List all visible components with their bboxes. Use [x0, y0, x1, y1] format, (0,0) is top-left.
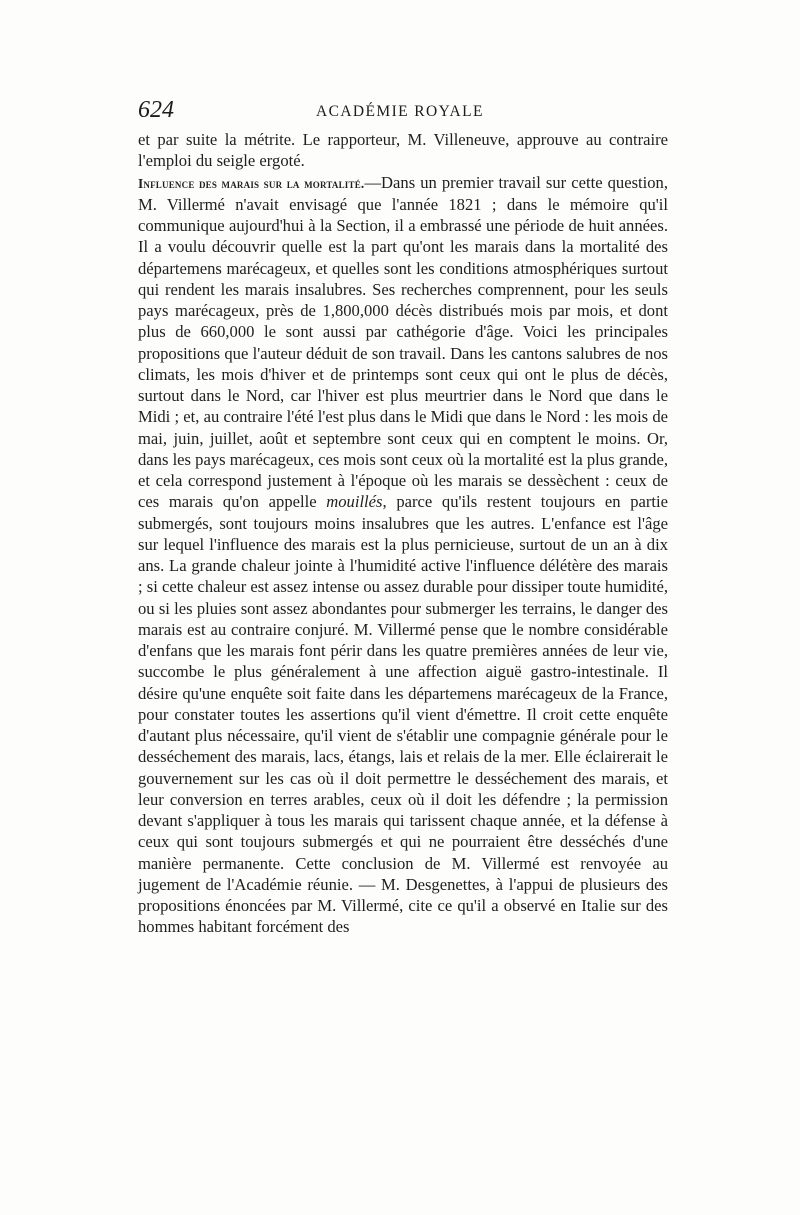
section-heading: Influence des marais sur la mortalité.: [138, 175, 365, 191]
paragraph-2-italic-term: mouillés: [326, 492, 383, 512]
paragraph-1: [138, 129, 668, 172]
paragraph-1-text: et par suite la métrite. Le rapporteur, M. Villeneuve, approuve au contraire l'emploi du seigle ergoté.: [138, 130, 668, 171]
paragraph-2: [138, 172, 668, 938]
page-number: 624: [138, 97, 174, 123]
paragraph-2-text-part-2: , parce qu'ils restent toujours en partie submergés, sont toujours moins insalubres que les autres. L'enfance est l'âge sur lequel l'influence des marais est la plus pernicieuse, surtout de un an à dix ans. La grande chaleur jointe à l'humidité active l'influence délétère des marais ; si cette chaleur est assez intense ou assez durable pour dissiper toute humidité, ou si les pluies sont assez abondantes pour submerger les terrains, le danger des marais est au contraire conjuré. M. Villermé pense que le nombre considérable d'enfans que les marais font périr dans les quatre premières années de leur vie, succombe le plus généralement à une affection aiguë gastro-intestinale. Il désire qu'une enquête soit faite dans les départemens marécageux de la France, pour constater toutes les assertions qu'il vient d'émettre. Il croit cette enquête d'autant plus nécessaire, qu'il vient de s'établir une compagnie générale pour le desséchement des marais, lacs, étangs, lais et relais de la mer. Elle éclairerait le gouvernement sur les cas où il doit permettre le desséchement des marais, et leur conversion en terres arables, ceux où il doit les défendre ; la permission devant s'appliquer à tous les marais qui tarissent chaque année, et la défense à ceux qui sont toujours submergés et qui ne pourraient être desséchés d'une manière permanente. Cette conclusion de M. Villermé est renvoyée au jugement de l'Académie réunie. — M. Desgenettes, à l'appui de plusieurs des propositions énoncées par M. Villermé, cite ce qu'il a observé en Italie sur des hommes habitant forcément des: [138, 492, 668, 937]
body-text: [138, 129, 668, 938]
paragraph-2-text-part-1: —Dans un premier travail sur cette question, M. Villermé n'avait envisagé que l'année 1821 ; dans le mémoire qu'il communique aujourd'hui à la Section, il a embrassé une période de huit années. Il a voulu découvrir quelle est la part qu'ont les marais dans la mortalité des départemens marécageux, et quelles sont les conditions atmosphériques surtout qui rendent les marais insalubres. Ses recherches comprennent, pour les seuls pays marécageux, près de 1,800,000 décès distribués mois par mois, et dont plus de 660,000 le sont aussi par cathégorie d'âge. Voici les principales propositions que l'auteur déduit de son travail. Dans les cantons salubres de nos climats, les mois d'hiver et de printemps sont ceux qui ont le plus de décès, surtout dans le Nord, car l'hiver est plus meurtrier dans le Nord que dans le Midi ; et, au contraire l'été l'est plus dans le Midi que dans le Nord : les mois de mai, juin, juillet, août et septembre sont ceux qui en comptent le moins. Or, dans les pays marécageux, ces mois sont ceux où la mortalité est la plus grande, et cela correspond justement à l'époque où les marais se dessèchent : ceux de ces marais qu'on appelle: [138, 172, 668, 512]
page-header: [138, 96, 668, 126]
running-head: ACADÉMIE ROYALE: [316, 103, 484, 120]
